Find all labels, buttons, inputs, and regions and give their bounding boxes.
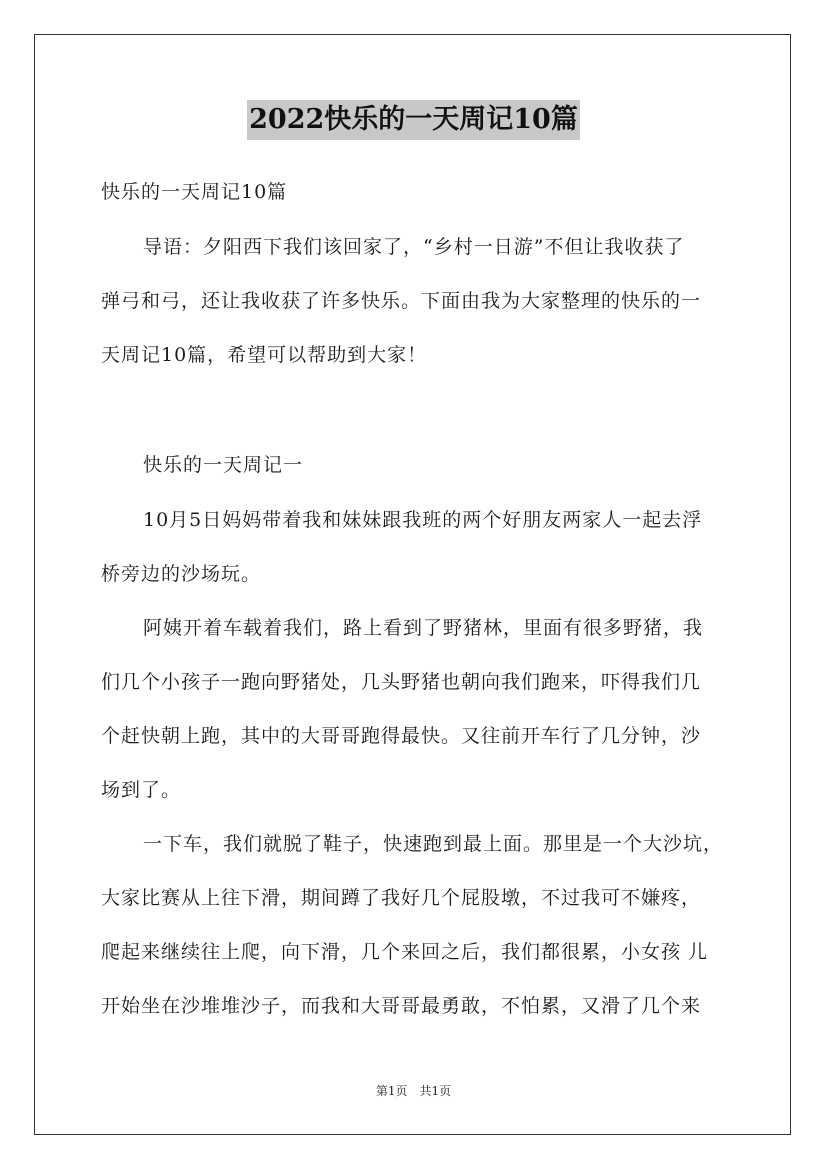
paragraph-line: 弹弓和弓，还让我收获了许多快乐。下面由我为大家整理的快乐的一	[101, 290, 702, 312]
paragraph-line: 爬起来继续往上爬，向下滑，几个来回之后，我们都很累，小女孩 儿	[101, 941, 709, 963]
paragraph-line: 天周记10篇，希望可以帮助到大家！	[101, 344, 428, 366]
paragraph-line: 导语：夕阳西下我们该回家了，“乡村一日游”不但让我收获了	[143, 236, 685, 258]
paragraph-line: 开始坐在沙堆堆沙子，而我和大哥哥最勇敢，不怕累，又滑了几个来	[101, 995, 702, 1017]
title-container	[0, 100, 827, 140]
paragraph-line: 阿姨开着车载着我们，路上看到了野猪林，里面有很多野猪，我	[143, 617, 704, 639]
document-subtitle: 快乐的一天周记10篇	[101, 181, 288, 203]
section-heading: 快乐的一天周记一	[143, 454, 304, 476]
paragraph-line: 一下车，我们就脱了鞋子，快速跑到最上面。那里是一个大沙坑，	[143, 833, 724, 855]
paragraph-line: 大家比赛从上往下滑，期间蹲了我好几个屁股墩，不过我可不嫌疼，	[101, 887, 702, 909]
page-number-footer: 第1页 共1页	[375, 1084, 452, 1098]
document-title: 2022快乐的一天周记10篇	[247, 100, 580, 140]
paragraph-line: 个赶快朝上跑，其中的大哥哥跑得最快。又往前开车行了几分钟，沙	[101, 725, 702, 747]
paragraph-line: 桥旁边的沙场玩。	[101, 563, 262, 585]
paragraph-line: 们几个小孩子一跑向野猪处，几头野猪也朝向我们跑来，吓得我们几	[101, 671, 702, 693]
paragraph-line: 10月5日妈妈带着我和妹妹跟我班的两个好朋友两家人一起去浮	[143, 509, 703, 531]
paragraph-line: 场到了。	[101, 779, 182, 801]
